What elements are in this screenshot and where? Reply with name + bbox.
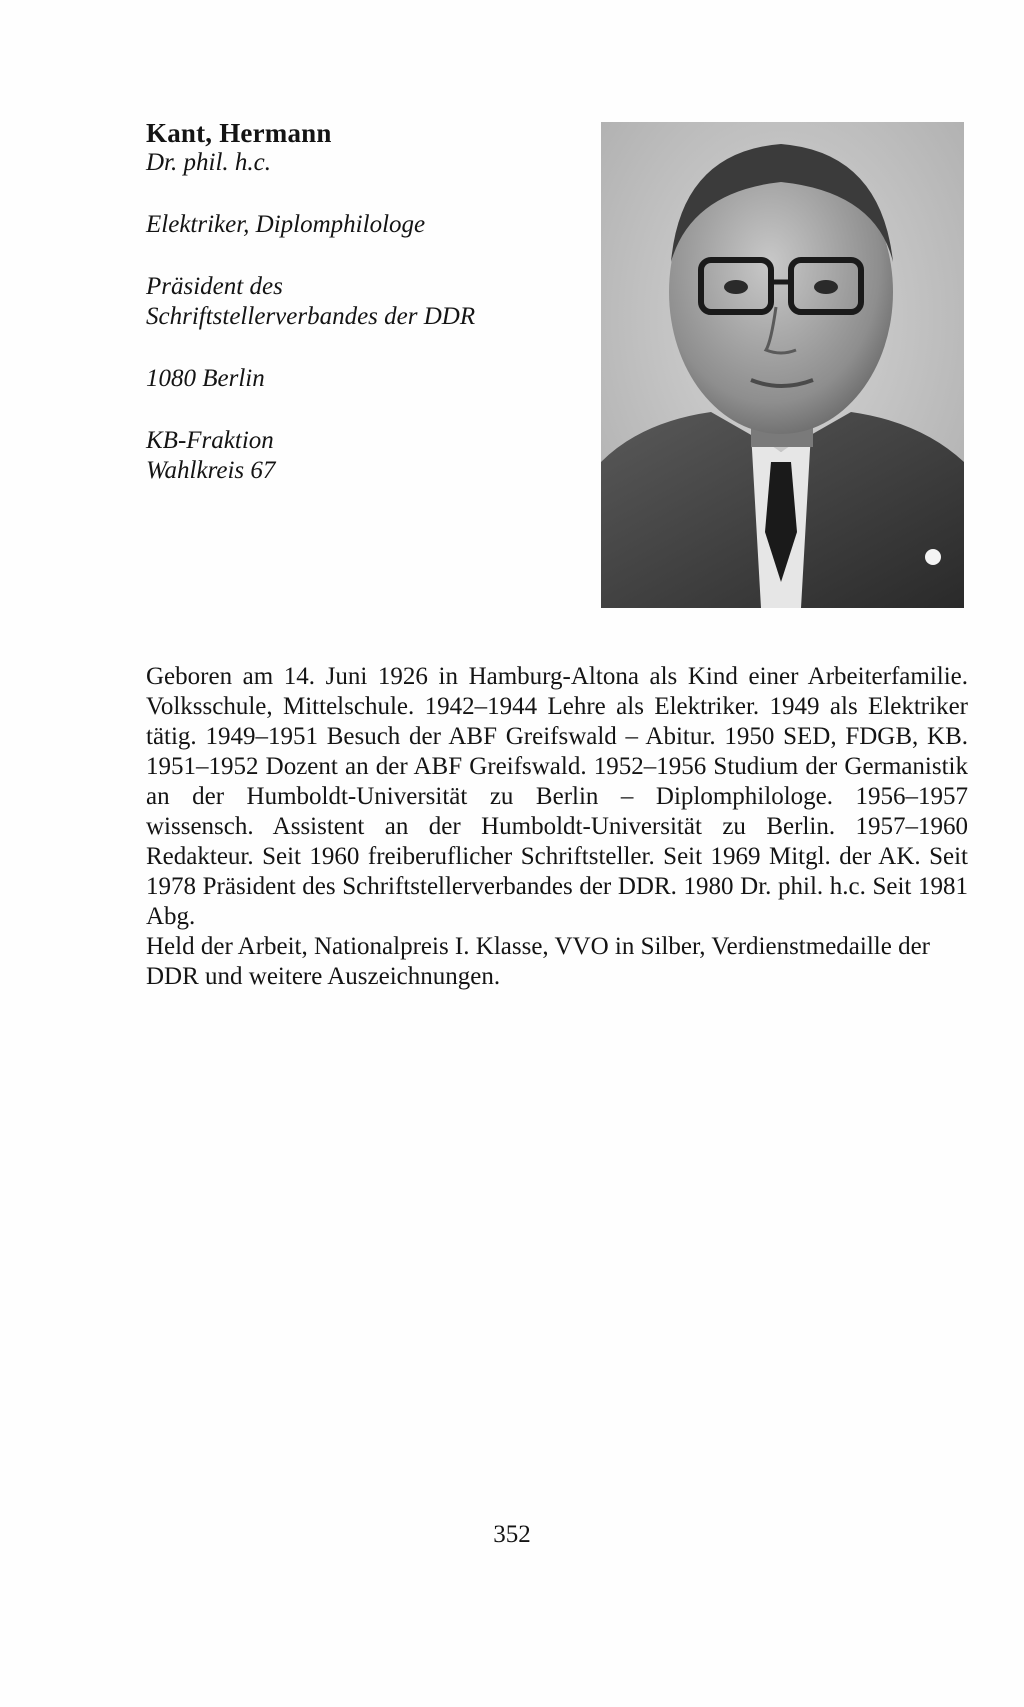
position-line-2: Schriftstellerverbandes der DDR bbox=[146, 303, 476, 330]
constituency: Wahlkreis 67 bbox=[146, 457, 276, 484]
position-line-1: Präsident des bbox=[146, 273, 283, 300]
page-number: 352 bbox=[493, 1521, 531, 1548]
entry-header bbox=[146, 118, 576, 486]
address: 1080 Berlin bbox=[146, 365, 265, 392]
biography bbox=[146, 662, 968, 992]
faction: KB-Fraktion bbox=[146, 427, 274, 454]
awards-text: Held der Arbeit, Nationalpreis I. Klasse, VVO in Silber, Verdienstmedaille der DDR und weitere Auszeichnungen. bbox=[146, 933, 930, 990]
person-name: Kant, Hermann bbox=[146, 118, 332, 148]
portrait-photo bbox=[601, 122, 964, 608]
profession: Elektriker, Diplomphilologe bbox=[146, 211, 426, 238]
academic-title: Dr. phil. h.c. bbox=[146, 149, 271, 176]
biography-text: Geboren am 14. Juni 1926 in Hamburg-Altona als Kind einer Arbeiterfamilie. Volksschule, Mittelschule. 1942–1944 Lehre als Elektriker. 1949 als Elektriker tätig. 1949–1951 Besuch der ABF Greifswald – Abitur. 1950 SED, FDGB, KB. 1951–1952 Dozent an der ABF Greifswald. 1952–1956 Studium der Germanistik an der Humboldt-Universität zu Berlin – Diplomphilologe. 1956–1957 wissensch. Assistent an der Humboldt-Universität zu Berlin. 1957–1960 Redakteur. Seit 1960 freiberuflicher Schriftsteller. Seit 1969 Mitgl. der AK. Seit 1978 Präsident des Schriftstellerverbandes der DDR. 1980 Dr. phil. h.c. Seit 1981 Abg. bbox=[146, 663, 968, 930]
